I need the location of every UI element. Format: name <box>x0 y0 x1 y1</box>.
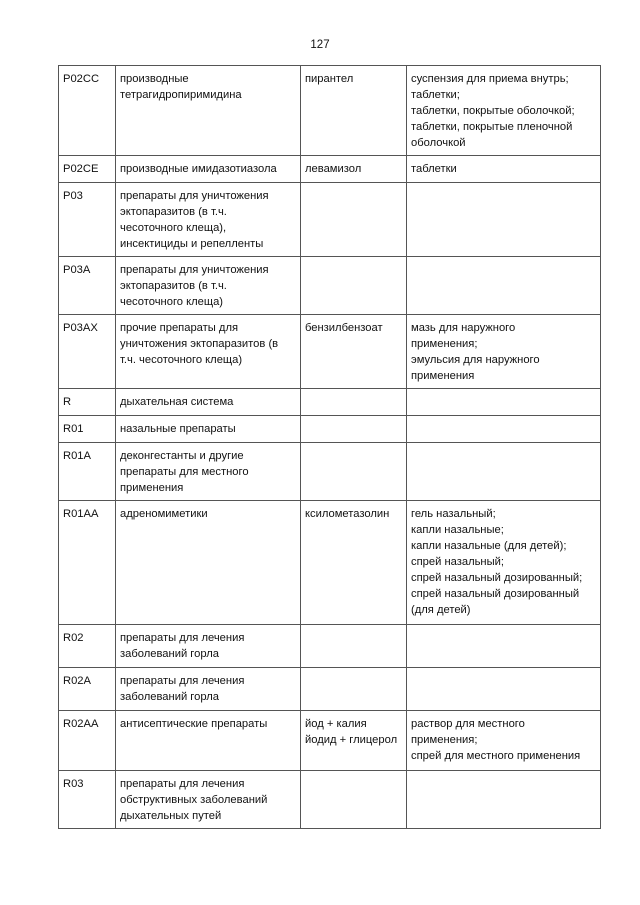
dosage-forms-cell <box>407 416 601 443</box>
substance-cell <box>301 668 407 711</box>
atc-code-text: P02CC <box>63 73 100 85</box>
group-name-text: дыхательная система <box>120 396 234 408</box>
group-name-text: производные имидазотиазола <box>120 163 277 175</box>
table-row <box>59 668 601 711</box>
group-name-text: производные тетрагидропиримидина <box>120 73 242 101</box>
substance-cell <box>301 771 407 829</box>
atc-code-text: R01 <box>63 423 84 435</box>
group-name-text: препараты для лечения заболеваний горла <box>120 632 245 660</box>
group-name-text: препараты для уничтожения эктопаразитов (в т.ч. чесоточного клеща) <box>120 264 269 308</box>
dosage-forms-cell <box>407 257 601 315</box>
group-name-cell <box>116 668 301 711</box>
group-name-text: препараты для уничтожения эктопаразитов (в т.ч. чесоточного клеща), инсектициды и репелленты <box>120 190 269 250</box>
dosage-forms-cell <box>407 668 601 711</box>
group-name-text: деконгестанты и другие препараты для местного применения <box>120 450 249 494</box>
substance-text: ксилометазолин <box>305 508 390 520</box>
atc-code-cell <box>59 156 116 183</box>
dosage-forms-cell <box>407 315 601 389</box>
substance-cell <box>301 183 407 257</box>
substance-cell <box>301 66 407 156</box>
atc-code-cell <box>59 257 116 315</box>
atc-code-cell <box>59 501 116 625</box>
atc-code-cell <box>59 315 116 389</box>
table-row <box>59 315 601 389</box>
substance-cell <box>301 711 407 771</box>
dosage-forms-cell <box>407 771 601 829</box>
group-name-cell <box>116 389 301 416</box>
group-name-cell <box>116 416 301 443</box>
atc-code-cell <box>59 625 116 668</box>
dosage-forms-cell <box>407 183 601 257</box>
dosage-forms-cell <box>407 501 601 625</box>
atc-code-text: P03AX <box>63 322 98 334</box>
substance-text: левамизол <box>305 163 362 175</box>
group-name-cell <box>116 443 301 501</box>
atc-code-text: R02AA <box>63 718 99 730</box>
atc-code-text: P03A <box>63 264 91 276</box>
substance-cell <box>301 156 407 183</box>
substance-cell <box>301 625 407 668</box>
atc-code-cell <box>59 443 116 501</box>
atc-code-text: R01A <box>63 450 91 462</box>
group-name-text: препараты для лечения заболеваний горла <box>120 675 245 703</box>
dosage-forms-text: суспензия для приема внутрь; таблетки; таблетки, покрытые оболочкой; таблетки, покрытые пленочной оболочкой <box>411 73 575 149</box>
group-name-text: препараты для лечения обструктивных заболеваний дыхательных путей <box>120 778 268 822</box>
substance-cell <box>301 443 407 501</box>
dosage-forms-text: мазь для наружного применения; эмульсия для наружного применения <box>411 322 540 382</box>
table-row <box>59 389 601 416</box>
substance-text: йод + калия йодид + глицерол <box>305 718 398 746</box>
dosage-forms-cell <box>407 711 601 771</box>
table-row <box>59 501 601 625</box>
table-row <box>59 711 601 771</box>
atc-code-cell <box>59 416 116 443</box>
table-row <box>59 66 601 156</box>
dosage-forms-text: таблетки <box>411 163 457 175</box>
group-name-cell <box>116 625 301 668</box>
substance-text: пирантел <box>305 73 354 85</box>
atc-code-cell <box>59 668 116 711</box>
group-name-cell <box>116 156 301 183</box>
dosage-forms-cell <box>407 625 601 668</box>
table-row <box>59 257 601 315</box>
atc-code-text: R02 <box>63 632 84 644</box>
atc-code-text: P02CE <box>63 163 99 175</box>
group-name-cell <box>116 501 301 625</box>
table-row <box>59 156 601 183</box>
dosage-forms-text: гель назальный; капли назальные; капли назальные (для детей); спрей назальный; спрей назальный дозированный; спрей назальный дозированный (для детей) <box>411 508 583 616</box>
atc-code-cell <box>59 66 116 156</box>
dosage-forms-cell <box>407 443 601 501</box>
group-name-cell <box>116 257 301 315</box>
substance-cell <box>301 315 407 389</box>
atc-code-cell <box>59 389 116 416</box>
dosage-forms-cell <box>407 66 601 156</box>
group-name-text: назальные препараты <box>120 423 236 435</box>
drug-table <box>58 65 601 829</box>
substance-cell <box>301 501 407 625</box>
dosage-forms-cell <box>407 156 601 183</box>
atc-code-text: P03 <box>63 190 83 202</box>
atc-code-text: R02A <box>63 675 91 687</box>
substance-cell <box>301 257 407 315</box>
atc-code-cell <box>59 711 116 771</box>
atc-code-text: R <box>63 396 72 408</box>
substance-cell <box>301 416 407 443</box>
group-name-cell <box>116 66 301 156</box>
group-name-cell <box>116 771 301 829</box>
atc-code-cell <box>59 183 116 257</box>
group-name-cell <box>116 315 301 389</box>
table-row <box>59 443 601 501</box>
table-row <box>59 183 601 257</box>
substance-cell <box>301 389 407 416</box>
page-number: 127 <box>310 39 330 51</box>
group-name-text: адреномиметики <box>120 508 208 520</box>
substance-text: бензилбензоат <box>305 322 383 334</box>
group-name-cell <box>116 183 301 257</box>
table-row <box>59 625 601 668</box>
group-name-text: прочие препараты для уничтожения эктопаразитов (в т.ч. чесоточного клеща) <box>120 322 279 366</box>
atc-code-cell <box>59 771 116 829</box>
table-row <box>59 416 601 443</box>
group-name-text: антисептические препараты <box>120 718 268 730</box>
atc-code-text: R03 <box>63 778 84 790</box>
dosage-forms-text: раствор для местного применения; спрей для местного применения <box>411 718 581 762</box>
dosage-forms-cell <box>407 389 601 416</box>
table-body <box>59 66 601 829</box>
table-row <box>59 771 601 829</box>
group-name-cell <box>116 711 301 771</box>
atc-code-text: R01AA <box>63 508 99 520</box>
